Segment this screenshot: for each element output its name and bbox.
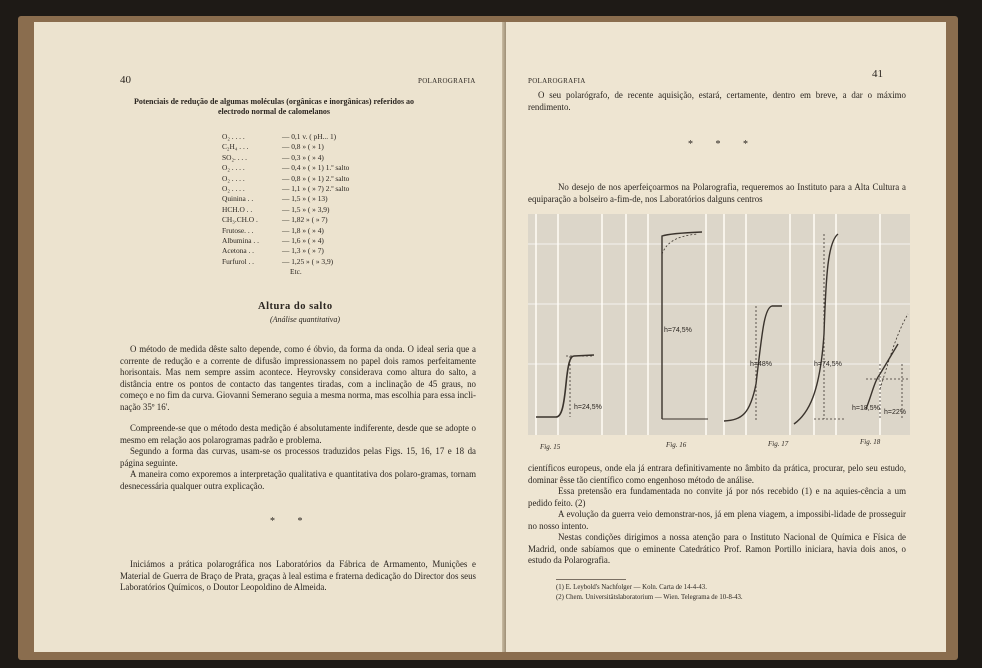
table-substance: Albumina . . <box>222 236 259 245</box>
label-fig-15: h=24,5% <box>574 404 602 411</box>
running-head: POLAROGRAFIA <box>418 77 476 85</box>
table-value: — 1,8 » ( » 4) <box>282 225 324 235</box>
table-value: — 1,82 » ( » 7) <box>282 215 328 225</box>
table-value: — 1,5 » ( » 13) <box>282 194 328 204</box>
running-head: POLAROGRAFIA <box>528 77 586 85</box>
table-value: — 1,5 » ( » 3,9) <box>282 204 330 214</box>
table-substance: Acetona . . <box>222 246 255 256</box>
page-number: 41 <box>872 68 883 80</box>
section-stars: * * * <box>688 139 758 150</box>
footnote-rule <box>556 579 626 580</box>
table-substance: C₂H₄ . . . <box>222 142 249 152</box>
table-substance: O₂ . . . . <box>222 163 245 173</box>
paragraph-request: No desejo de nos aperfeiçoarmos na Polarografia, requeremos ao Instituto para a Alta Cultura a equiparação a bolseiro a-fim-de, nos Laboratórios dalguns centros <box>528 182 906 204</box>
section-subtitle: (Análise quantitativa) <box>270 315 340 324</box>
table-value: — 0,1 v. ( pH... 1) <box>282 132 337 141</box>
table-substance: O₂ . . . . <box>222 132 245 141</box>
caption-fig-16: Fig. 16 <box>666 441 687 449</box>
label-fig-17b: h=74,5% <box>814 361 842 368</box>
table-value: — 1,25 » ( » 3,9) <box>282 256 334 266</box>
potentials-table <box>222 132 422 272</box>
polarogram-plates <box>528 214 910 435</box>
book-spread <box>18 16 958 660</box>
table-value: — 0,8 » ( » 1) <box>282 142 324 152</box>
table-substance: HCH.O . . <box>222 204 253 214</box>
right-page <box>506 22 946 652</box>
table-value: — 1,1 » ( » 7) 2.º salto <box>282 184 350 193</box>
label-fig-18a: h=18,5% <box>852 405 880 412</box>
paragraph-war: A evolução da guerra veio demonstrar-nos, já em plena viagem, a impossibi-lidade de prosseguir no nosso intento. <box>528 509 906 531</box>
label-fig-18b: h=22% <box>884 409 906 416</box>
table-caption: Potenciais de redução de algumas moléculas (orgânicas e inorgânicas) referidos ao electrodo normal de calomelanos <box>133 97 415 116</box>
table-substance: Frutose. . . <box>222 225 254 235</box>
paragraph-polarograph: O seu polarógrafo, de recente aquisição, estará, certamente, dentro em breve, a dar o máximo rendimento. <box>528 90 906 112</box>
footnote-2: (2) Chem. Universitätslaboratorium — Wien. Telegrama de 10-8-43. <box>556 594 743 601</box>
table-substance: O₂ . . . . <box>222 173 245 183</box>
label-fig-16: h=74,5% <box>664 327 692 334</box>
table-value: — 0,8 » ( » 1) 2.º salto <box>282 173 350 183</box>
section-stars: * * <box>270 516 313 527</box>
left-page <box>34 22 504 652</box>
table-value: — 0,4 » ( » 1) 1.º salto <box>282 163 350 173</box>
paragraph-madrid: Nestas condições dirigimos a nossa atenção para o Instituto Nacional de Química e Física de Madrid, onde sabíamos que o eminente Catedrático Prof. Ramon Portillo iniciara, havia dois anos, o estudo da Polarografia. <box>528 532 906 566</box>
table-substance: O₂ . . . . <box>222 184 245 193</box>
caption-fig-15: Fig. 15 <box>540 443 561 451</box>
paragraph-figures: Segundo a forma das curvas, usam-se os processos traduzidos pelas Figs. 15, 16, 17 e 18 da página seguinte. <box>120 446 476 468</box>
table-substance: Quinina . . <box>222 194 254 204</box>
caption-fig-17: Fig. 17 <box>768 440 789 448</box>
table-value: — 0,3 » ( » 4) <box>282 152 324 162</box>
paragraph-indifferent: Compreende-se que o método desta medição é absolutamente indiferente, desde que se adopte o mesmo em relação aos polarogramas padrão e problema. <box>120 423 476 445</box>
table-value: — 1,3 » ( » 7) <box>282 246 324 256</box>
page-number: 40 <box>120 74 131 86</box>
paragraph-european-centres: científicos europeus, onde ela já entrara definitivamente no âmbito da prática, procurar, pelo seu estudo, dominar êsse tão científico como engenhoso método de análise. <box>528 463 906 485</box>
table-substance: SO₂. . . . <box>222 152 247 162</box>
paragraph-laboratories: Iniciámos a prática polarográfica nos Laboratórios da Fábrica de Armamento, Munições e Material de Guerra de Braço de Prata, graças à leal estima e fraterna dedicação do Director dos seus Laboratórios Químicos, o Doutor Leopoldino de Almeida. <box>120 559 476 593</box>
table-value: — 1,6 » ( » 4) <box>282 236 324 245</box>
paragraph-interpretation: A maneira como exporemos a interpretação qualitativa e quantitativa dos polaro-gramas, tornam desnecessária qualquer outra explicação. <box>120 469 476 491</box>
table-substance: CH₃.CH.O . <box>222 215 258 225</box>
table-substance: Furfurol . . <box>222 256 255 266</box>
section-title: Altura do salto <box>258 301 333 312</box>
table-etc: Etc. <box>290 267 302 276</box>
paragraph-method: O método de medida dêste salto depende, como é óbvio, da forma da onda. O ideal seria que a corrente de redução e a corrente de difusão impressionassem no papel dois ramos perfeitamente horisontais. Mas nem sempre assim acontece. Heyrovsky considerava como altura do salto, a distância entre os pontos de contacto das tangentes tiradas, com a inclinação de 45 graus, no começo e no fim da curva. Giovanni Semerano seguia a mesma norma, mas escolhia para essa incli-nação 35º 16'. <box>120 344 476 412</box>
label-fig-17a: h=48% <box>750 361 772 368</box>
polarogram-figure <box>528 214 910 435</box>
caption-fig-18: Fig. 18 <box>860 438 881 446</box>
paragraph-pretension: Essa pretensão era fundamentada no convite já por nós recebido (1) e na aquies-cência a um pedido feito. (2) <box>528 486 906 508</box>
footnote-1: (1) E. Leybold's Nachfolger — Koln. Carta de 14-4-43. <box>556 584 707 591</box>
